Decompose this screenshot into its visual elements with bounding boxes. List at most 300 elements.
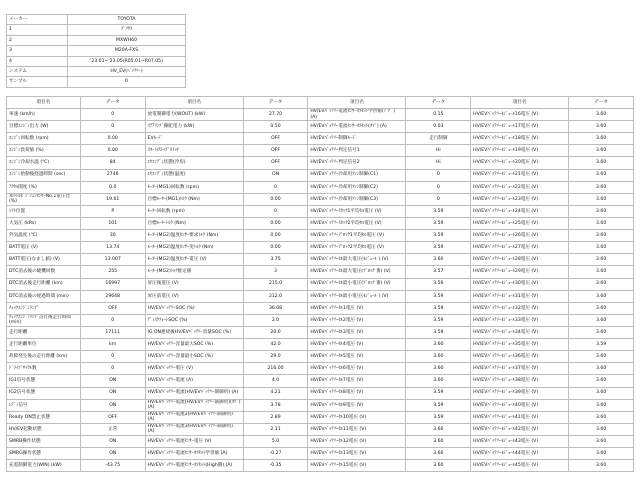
info-row bbox=[7, 77, 186, 87]
item-name-cell: HV/EVﾊﾞｯﾃﾘｰｾﾙ最小電圧(ﾌﾞﾛｯｸ 番) (V) bbox=[308, 278, 406, 290]
item-name-cell: SMRG操作状態 bbox=[7, 448, 81, 460]
data-value-cell: 3.59 bbox=[406, 205, 471, 217]
table-row bbox=[7, 375, 634, 387]
info-value: M20A-FXS bbox=[68, 46, 186, 56]
data-value-cell: 3.60 bbox=[406, 435, 471, 447]
item-name-cell: ﾄﾞﾗｲﾌﾞｻｲｸﾙ数 bbox=[7, 363, 81, 375]
item-name-cell: HV/EVﾊﾞｯﾃﾘｰﾓｼﾞｭｰﾙ39電圧 (V) bbox=[471, 387, 569, 399]
item-name-cell: HV/EVﾊﾞｯﾃﾘｰSOC (%) bbox=[145, 302, 243, 314]
data-list-body bbox=[7, 109, 634, 472]
table-row bbox=[7, 242, 634, 254]
item-name-cell: HV/EVﾊﾞｯﾃﾘｰ容量最大SOC (%) bbox=[145, 339, 243, 351]
data-value-cell: 3 bbox=[243, 266, 308, 278]
item-name-cell: IG2信号状態 bbox=[7, 387, 81, 399]
info-label: 3 bbox=[7, 46, 68, 56]
item-name-cell: ｴﾔｺﾝﾃﾞｨ状態(温度) bbox=[145, 169, 243, 181]
data-value-cell: 0 bbox=[80, 363, 145, 375]
data-value-cell: 30 bbox=[80, 230, 145, 242]
table-row bbox=[7, 109, 634, 121]
table-row bbox=[7, 351, 634, 363]
data-value-cell: -0.27 bbox=[243, 448, 308, 460]
item-name-cell: Ready ON禁止状態 bbox=[7, 411, 81, 423]
item-name-cell: HV/EVﾊﾞｯﾃﾘｰﾓｼﾞｭｰﾙ43電圧 (V) bbox=[471, 435, 569, 447]
data-value-cell: Hi bbox=[406, 145, 471, 157]
data-value-cell: 0 bbox=[80, 314, 145, 326]
item-name-cell: ｴﾔｺﾝﾃﾞｨ状態(冷房) bbox=[145, 157, 243, 169]
data-value-cell: 3.60 bbox=[406, 351, 471, 363]
data-value-cell: 3.60 bbox=[569, 387, 634, 399]
data-value-cell: 3.60 bbox=[569, 411, 634, 423]
data-value-cell: 3.60 bbox=[569, 399, 634, 411]
data-list-table bbox=[6, 96, 634, 472]
item-name-cell: ｱｸｾﾙ開度 (%) bbox=[7, 181, 81, 193]
item-name-cell: HV/EVﾊﾞｯﾃﾘｰｾﾙ13電圧 (V) bbox=[308, 448, 406, 460]
data-value-cell: 0.00 bbox=[243, 193, 308, 205]
data-value-cell: 17111 bbox=[80, 326, 145, 338]
data-value-cell: 3.59 bbox=[406, 302, 471, 314]
info-label: サンプル bbox=[7, 77, 68, 87]
item-name-cell: HV/EVﾊﾞｯﾃﾘｰﾌﾞﾛｯｸ2平均ｾﾙ電圧 (V) bbox=[308, 242, 406, 254]
data-value-cell: -43.75 bbox=[80, 460, 145, 472]
item-name-cell: HV/EVﾊﾞｯﾃﾘｰﾓｼﾞｭｰﾙ44電圧 (V) bbox=[471, 448, 569, 460]
info-label: 2 bbox=[7, 35, 68, 45]
data-value-cell: 走行制御 bbox=[406, 133, 471, 145]
item-name-cell: 外気温度 (℃) bbox=[7, 230, 81, 242]
item-name-cell: HV/EVﾊﾞｯﾃﾘｰｾﾙ1電圧 (V) bbox=[308, 302, 406, 314]
data-value-cell: 0.00 bbox=[80, 145, 145, 157]
table-row bbox=[7, 133, 634, 145]
item-name-cell: HV/EVﾊﾞｯﾃﾘｰ電流(HV/EVﾊﾞｯﾃﾘｰ制御用)(ﾀﾌﾞ) (A) bbox=[145, 399, 243, 411]
item-name-cell: BATT電圧 (V) bbox=[7, 242, 81, 254]
data-value-cell: 3.60 bbox=[569, 193, 634, 205]
data-value-cell: 0.50 bbox=[243, 121, 308, 133]
data-value-cell: 3.60 bbox=[569, 242, 634, 254]
data-value-cell: ON bbox=[80, 375, 145, 387]
data-value-cell: 0 bbox=[243, 181, 308, 193]
item-name-cell: ｴﾝｼﾞﾝ冷却水温 (℃) bbox=[7, 157, 81, 169]
table-row bbox=[7, 411, 634, 423]
info-label: システム bbox=[7, 66, 68, 76]
data-value-cell: 3.59 bbox=[406, 242, 471, 254]
data-value-cell: 4.0 bbox=[243, 375, 308, 387]
table-row bbox=[7, 448, 634, 460]
data-value-cell: 5.0 bbox=[243, 435, 308, 447]
data-value-cell: OFF bbox=[80, 302, 145, 314]
table-row bbox=[7, 435, 634, 447]
item-name-cell: EVﾓｰﾄﾞ bbox=[145, 133, 243, 145]
item-name-cell: HV/EVﾊﾞｯﾃﾘｰ電流ｾﾝｻｰｵﾌｾｯﾄ学習値(ｱ ｸﾞ ) (A) bbox=[308, 109, 406, 121]
item-name-cell: HV/EVﾊﾞｯﾃﾘｰｾﾙ6電圧 (V) bbox=[308, 363, 406, 375]
item-name-cell: HV/EVﾊﾞｯﾃﾘｰｾﾙ最大電圧(ﾌﾞﾛｯｸ 番) (V) bbox=[308, 266, 406, 278]
column-header-data: データ bbox=[406, 97, 471, 109]
data-value-cell: 29.0 bbox=[243, 351, 308, 363]
data-value-cell: 3.60 bbox=[569, 326, 634, 338]
table-row bbox=[7, 363, 634, 375]
table-row bbox=[7, 157, 634, 169]
data-value-cell: 19.61 bbox=[80, 193, 145, 205]
item-name-cell: ﾓｰﾀｰ(MG2)ﾄﾙｸ推定値 bbox=[145, 266, 243, 278]
data-value-cell: 13.74 bbox=[80, 242, 145, 254]
item-name-cell: ﾓｰﾀｰ(MG1)回転数 (rpm) bbox=[145, 181, 243, 193]
item-name-cell: HV/EVﾊﾞｯﾃﾘｰｾﾙ5電圧 (V) bbox=[308, 351, 406, 363]
table-row bbox=[7, 205, 634, 217]
header-row bbox=[7, 97, 634, 109]
column-header-data: データ bbox=[243, 97, 308, 109]
item-name-cell: HV/EVﾊﾞｯﾃﾘｰﾓｼﾞｭｰﾙ45電圧 (V) bbox=[471, 460, 569, 472]
column-header-item-name: 項目名 bbox=[308, 97, 406, 109]
data-value-cell: ON bbox=[80, 387, 145, 399]
table-row bbox=[7, 278, 634, 290]
item-name-cell: HV/EVﾊﾞｯﾃﾘｰｾﾙ7電圧 (V) bbox=[308, 375, 406, 387]
data-value-cell: 27.70 bbox=[243, 109, 308, 121]
item-name-cell: HV/EVﾊﾞｯﾃﾘｰｽﾀｯｸ1平均ｾﾙ電圧 (V) bbox=[308, 205, 406, 217]
info-row bbox=[7, 35, 186, 45]
item-name-cell: HV/EVﾊﾞｯﾃﾘｰ電流(HV/EVﾊﾞｯﾃﾘｰ制御用) (A) bbox=[145, 387, 243, 399]
data-value-cell: 3.60 bbox=[406, 375, 471, 387]
data-value-cell: ON bbox=[80, 448, 145, 460]
data-value-cell: 3.56 bbox=[406, 278, 471, 290]
item-name-cell: HV/EVﾊﾞｯﾃﾘｰ冷却用ﾌｧﾝ制御(C3) bbox=[308, 193, 406, 205]
data-value-cell: ON bbox=[80, 435, 145, 447]
item-name-cell: HV/EVﾊﾞｯﾃﾘｰﾓｼﾞｭｰﾙ25電圧 (V) bbox=[471, 217, 569, 229]
item-name-cell: HV/EVﾊﾞｯﾃﾘｰﾓｼﾞｭｰﾙ32電圧 (V) bbox=[471, 302, 569, 314]
data-value-cell: OFF bbox=[80, 411, 145, 423]
data-value-cell: 3.59 bbox=[406, 411, 471, 423]
data-value-cell: 3.60 bbox=[406, 363, 471, 375]
column-header-item-name: 項目名 bbox=[471, 97, 569, 109]
item-name-cell: ｽﾛｯﾄﾙﾎﾟｼﾞｼｮﾝｾﾝｻｰNo.1電圧比 (%) bbox=[7, 193, 81, 205]
table-row bbox=[7, 181, 634, 193]
item-name-cell: HV/EVﾊﾞｯﾃﾘｰｾﾙ15電圧 (V) bbox=[308, 460, 406, 472]
data-value-cell: 3.60 bbox=[569, 133, 634, 145]
info-value: '23.01~'23.05(R05.01~R07.05) bbox=[68, 56, 186, 66]
table-row bbox=[7, 121, 634, 133]
data-value-cell: 84 bbox=[80, 157, 145, 169]
table-row bbox=[7, 314, 634, 326]
table-row bbox=[7, 423, 634, 435]
info-label: 4 bbox=[7, 56, 68, 66]
item-name-cell: HV/EVﾊﾞｯﾃﾘｰ電流2(HV/EVﾊﾞｯﾃﾘｰ制御用) (A) bbox=[145, 411, 243, 423]
item-name-cell: HV/EVﾊﾞｯﾃﾘｰｾﾙ2電圧 (V) bbox=[308, 314, 406, 326]
data-value-cell: 216.00 bbox=[243, 363, 308, 375]
item-name-cell: HV/EVﾊﾞｯﾃﾘｰｾﾙ3電圧 (V) bbox=[308, 326, 406, 338]
item-name-cell: HV/EVﾊﾞｯﾃﾘｰﾓｼﾞｭｰﾙ42電圧 (V) bbox=[471, 423, 569, 435]
data-value-cell: 3.60 bbox=[569, 351, 634, 363]
data-value-cell: 0.00 bbox=[243, 217, 308, 229]
item-name-cell: HV/EVﾊﾞｯﾃﾘｰ冷却用ﾌｧﾝ制御(C2) bbox=[308, 181, 406, 193]
data-value-cell: 3.60 bbox=[406, 423, 471, 435]
item-name-cell: HV/EVﾊﾞｯﾃﾘｰｾﾙ4電圧 (V) bbox=[308, 339, 406, 351]
data-value-cell: 3.60 bbox=[569, 121, 634, 133]
data-value-cell: 3.60 bbox=[569, 448, 634, 460]
data-value-cell: 3.60 bbox=[569, 169, 634, 181]
table-row bbox=[7, 460, 634, 472]
data-value-cell: 3.60 bbox=[406, 460, 471, 472]
data-value-cell: 16997 bbox=[80, 278, 145, 290]
data-value-cell: 0 bbox=[406, 169, 471, 181]
item-name-cell: ｴﾝｼﾞﾝ回転数 (rpm) bbox=[7, 133, 81, 145]
data-value-cell: 0 bbox=[80, 121, 145, 133]
data-value-cell: 3.60 bbox=[569, 435, 634, 447]
table-row bbox=[7, 302, 634, 314]
data-value-cell: 29648 bbox=[80, 290, 145, 302]
item-name-cell: 放電制御電力(WOUT) (kW) bbox=[145, 109, 243, 121]
data-value-cell: 20.0 bbox=[243, 326, 308, 338]
data-value-cell: 2.11 bbox=[243, 423, 308, 435]
data-value-cell: 3.60 bbox=[569, 230, 634, 242]
item-name-cell: IG1信号状態 bbox=[7, 375, 81, 387]
item-name-cell: HV/EVﾊﾞｯﾃﾘｰ電流ｾﾝｻｰｵﾌｾｯﾄ(High側) (A) bbox=[145, 460, 243, 472]
data-value-cell: 0.0 bbox=[80, 181, 145, 193]
item-name-cell: DTC消去後走行距離 (km) bbox=[7, 278, 81, 290]
data-value-cell: 3.59 bbox=[406, 217, 471, 229]
item-name-cell: ｴﾝｼﾞﾝ始動後経過時間 (sec) bbox=[7, 169, 81, 181]
table-row bbox=[7, 254, 634, 266]
item-name-cell: HV/EVﾊﾞｯﾃﾘｰﾓｼﾞｭｰﾙ21電圧 (V) bbox=[471, 169, 569, 181]
item-name-cell: HV/EVﾊﾞｯﾃﾘｰﾓｼﾞｭｰﾙ31電圧 (V) bbox=[471, 290, 569, 302]
item-name-cell: HV/EVﾊﾞｯﾃﾘｰﾓｼﾞｭｰﾙ41電圧 (V) bbox=[471, 411, 569, 423]
item-name-cell: HV/EVﾊﾞｯﾃﾘｰﾓｼﾞｭｰﾙ28電圧 (V) bbox=[471, 254, 569, 266]
item-name-cell: HV/EVﾊﾞｯﾃﾘｰﾓｼﾞｭｰﾙ35電圧 (V) bbox=[471, 339, 569, 351]
item-name-cell: 昇圧後電圧 (V) bbox=[145, 278, 243, 290]
item-name-cell: HV/EVﾊﾞｯﾃﾘｰﾓｼﾞｭｰﾙ23電圧 (V) bbox=[471, 193, 569, 205]
data-value-cell: 0.00 bbox=[243, 230, 308, 242]
data-value-cell: OFF bbox=[243, 145, 308, 157]
data-value-cell: 3.60 bbox=[569, 314, 634, 326]
item-name-cell: 目標ｴﾝｼﾞﾝ出力 (W) bbox=[7, 121, 81, 133]
table-row bbox=[7, 266, 634, 278]
data-value-cell: 3.59 bbox=[569, 339, 634, 351]
data-value-cell: 255 bbox=[80, 266, 145, 278]
item-name-cell: 充電制御電力(WIN) (kW) bbox=[7, 460, 81, 472]
item-name-cell: HV/EVﾊﾞｯﾃﾘｰﾓｼﾞｭｰﾙ17電圧 (V) bbox=[471, 121, 569, 133]
item-name-cell: IG ON連続後HV/EVﾊﾞｯﾃﾘｰ容量SOC (%) bbox=[145, 326, 243, 338]
data-value-cell: 3.60 bbox=[569, 363, 634, 375]
table-row bbox=[7, 217, 634, 229]
data-value-cell: 3.57 bbox=[406, 266, 471, 278]
data-value-cell: 3.75 bbox=[243, 254, 308, 266]
data-value-cell: 42.0 bbox=[243, 339, 308, 351]
table-row bbox=[7, 387, 634, 399]
info-row bbox=[7, 25, 186, 35]
item-name-cell: HV/EVﾊﾞｯﾃﾘｰｾﾙ最小電圧(ﾓｼﾞｭｰﾙ ) (V) bbox=[308, 290, 406, 302]
table-row bbox=[7, 169, 634, 181]
data-value-cell: ON bbox=[243, 169, 308, 181]
data-value-cell: 3.78 bbox=[243, 399, 308, 411]
item-name-cell: HV/EVﾊﾞｯﾃﾘｰﾓｼﾞｭｰﾙ22電圧 (V) bbox=[471, 181, 569, 193]
data-value-cell: 0 bbox=[243, 205, 308, 217]
data-value-cell: 3.59 bbox=[406, 387, 471, 399]
data-value-cell: 2.89 bbox=[243, 411, 308, 423]
info-row bbox=[7, 46, 186, 56]
data-value-cell: 3.60 bbox=[569, 460, 634, 472]
data-value-cell: 0 bbox=[80, 109, 145, 121]
data-value-cell: 0 bbox=[80, 351, 145, 363]
data-value-cell: km bbox=[80, 339, 145, 351]
column-header-data: データ bbox=[569, 97, 634, 109]
data-value-cell: 3.60 bbox=[406, 339, 471, 351]
data-value-cell: 3.60 bbox=[569, 217, 634, 229]
table-row bbox=[7, 193, 634, 205]
item-name-cell: HV/EVﾊﾞｯﾃﾘｰ制御ﾓｰﾄﾞ bbox=[308, 133, 406, 145]
data-value-cell: 3.59 bbox=[406, 314, 471, 326]
item-name-cell: HV/EVﾊﾞｯﾃﾘｰ判定信号2 bbox=[308, 157, 406, 169]
column-header-item-name: 項目名 bbox=[145, 97, 243, 109]
data-value-cell: 2746 bbox=[80, 169, 145, 181]
info-row bbox=[7, 66, 186, 76]
data-value-cell: OFF bbox=[243, 157, 308, 169]
item-name-cell: HV/EVﾊﾞｯﾃﾘｰ判定信号1 bbox=[308, 145, 406, 157]
item-name-cell: SMRB操作状態 bbox=[7, 435, 81, 447]
data-value-cell: 4.21 bbox=[243, 387, 308, 399]
item-name-cell: HV/EVﾊﾞｯﾃﾘｰﾓｼﾞｭｰﾙ34電圧 (V) bbox=[471, 326, 569, 338]
table-row bbox=[7, 399, 634, 411]
item-name-cell: HV/EVﾊﾞｯﾃﾘｰｾﾙ9電圧 (V) bbox=[308, 399, 406, 411]
item-name-cell: ﾁｪｯｸｴﾝｼﾞﾝﾗﾝﾌﾟ点灯後走行時間 (min) bbox=[7, 314, 81, 326]
item-name-cell: ﾓｰﾀｰ(MG2)温度ｾﾝｻｰ要求ﾄﾙｸ (Nm) bbox=[145, 230, 243, 242]
data-value-cell: 3.60 bbox=[569, 109, 634, 121]
data-value-cell: 13.007 bbox=[80, 254, 145, 266]
table-row bbox=[7, 339, 634, 351]
item-name-cell: ﾓｰﾀｰ(MG2)温度ｾﾝｻｰ実ﾄﾙｸ (Nm) bbox=[145, 242, 243, 254]
data-value-cell: 0.00 bbox=[243, 242, 308, 254]
item-name-cell: ｽﾃｱﾘﾝｸﾞ操舵電力 (kW) bbox=[145, 121, 243, 133]
info-value: HV_EV(ﾊﾞｯﾃﾘｰ) bbox=[68, 66, 186, 76]
item-name-cell: 走行距離 bbox=[7, 326, 81, 338]
item-name-cell: 目標ﾓｰﾀｰ(MG1)ﾄﾙｸ (Nm) bbox=[145, 193, 243, 205]
item-name-cell: HV/EV起動状態 bbox=[7, 423, 81, 435]
item-name-cell: 昇圧前電圧 (V) bbox=[145, 290, 243, 302]
item-name-cell: ｽﾀｰﾄ/ｽﾄｯﾌﾟｽｲｯﾁ bbox=[145, 145, 243, 157]
item-name-cell: HV/EVﾊﾞｯﾃﾘｰ電流 (A) bbox=[145, 375, 243, 387]
item-name-cell: 走行距離単位 bbox=[7, 339, 81, 351]
info-label: メーカー bbox=[7, 15, 68, 25]
item-name-cell: HV/EVﾊﾞｯﾃﾘｰﾓｼﾞｭｰﾙ20電圧 (V) bbox=[471, 157, 569, 169]
data-value-cell: 3.60 bbox=[569, 254, 634, 266]
info-row bbox=[7, 56, 186, 66]
data-value-cell: 3.60 bbox=[569, 181, 634, 193]
data-value-cell: 2.0 bbox=[243, 314, 308, 326]
data-value-cell: 0 bbox=[406, 193, 471, 205]
item-name-cell: HV/EVﾊﾞｯﾃﾘｰｽﾀｯｸ2平均ｾﾙ電圧 (V) bbox=[308, 217, 406, 229]
data-value-cell: 3.60 bbox=[569, 205, 634, 217]
data-value-cell: 3.60 bbox=[569, 145, 634, 157]
data-value-cell: 3.59 bbox=[406, 230, 471, 242]
data-value-cell: 36.08 bbox=[243, 302, 308, 314]
item-name-cell: HV/EVﾊﾞｯﾃﾘｰｾﾙ8電圧 (V) bbox=[308, 387, 406, 399]
data-value-cell: 101 bbox=[80, 217, 145, 229]
data-value-cell: 3.59 bbox=[406, 290, 471, 302]
item-name-cell: HV/EVﾊﾞｯﾃﾘｰﾓｼﾞｭｰﾙ38電圧 (V) bbox=[471, 375, 569, 387]
column-header-item-name: 項目名 bbox=[7, 97, 81, 109]
data-value-cell: 3.60 bbox=[406, 254, 471, 266]
info-value: MXWH60 bbox=[68, 35, 186, 45]
data-value-cell: 3.60 bbox=[569, 302, 634, 314]
item-name-cell: HV/EVﾊﾞｯﾃﾘｰ電流ｾﾝｻｰ電圧 (V) bbox=[145, 435, 243, 447]
item-name-cell: 車速 (km/h) bbox=[7, 109, 81, 121]
item-name-cell: HV/EVﾊﾞｯﾃﾘｰﾓｼﾞｭｰﾙ29電圧 (V) bbox=[471, 266, 569, 278]
item-name-cell: HV/EVﾊﾞｯﾃﾘｰﾓｼﾞｭｰﾙ19電圧 (V) bbox=[471, 145, 569, 157]
item-name-cell: HV/EVﾊﾞｯﾃﾘｰﾓｼﾞｭｰﾙ24電圧 (V) bbox=[471, 205, 569, 217]
item-name-cell: HV/EVﾊﾞｯﾃﾘｰﾓｼﾞｭｰﾙ26電圧 (V) bbox=[471, 230, 569, 242]
item-name-cell: HV/EVﾊﾞｯﾃﾘｰ電流ｾﾝｻｰｵﾌｾｯﾄ(ﾀﾌﾞ) (A) bbox=[308, 121, 406, 133]
item-name-cell: 大気圧 (kPa) bbox=[7, 217, 81, 229]
data-value-cell: P bbox=[80, 205, 145, 217]
data-value-cell: Hi bbox=[406, 157, 471, 169]
item-name-cell: HV/EVﾊﾞｯﾃﾘｰﾓｼﾞｭｰﾙ27電圧 (V) bbox=[471, 242, 569, 254]
item-name-cell: HV/EVﾊﾞｯﾃﾘｰﾓｼﾞｭｰﾙ36電圧 (V) bbox=[471, 351, 569, 363]
item-name-cell: DTC消去後の暖機回数 bbox=[7, 266, 81, 278]
item-name-cell: HV/EVﾊﾞｯﾃﾘｰｾﾙ最大電圧(ﾓｼﾞｭｰﾙ ) (V) bbox=[308, 254, 406, 266]
item-name-cell: HV/EVﾊﾞｯﾃﾘｰﾓｼﾞｭｰﾙ33電圧 (V) bbox=[471, 314, 569, 326]
item-name-cell: HV/EVﾊﾞｯﾃﾘｰﾓｼﾞｭｰﾙ37電圧 (V) bbox=[471, 363, 569, 375]
data-value-cell: 正常 bbox=[80, 423, 145, 435]
table-row bbox=[7, 145, 634, 157]
item-name-cell: ﾓｰﾀｰ(MG2)温度ｾﾝｻｰ電圧 (V) bbox=[145, 254, 243, 266]
item-name-cell: HV/EVﾊﾞｯﾃﾘｰﾌﾞﾛｯｸ1平均ｾﾙ電圧 (V) bbox=[308, 230, 406, 242]
data-value-cell: 215.0 bbox=[243, 278, 308, 290]
info-label: 1 bbox=[7, 25, 68, 35]
data-value-cell: 3.60 bbox=[406, 448, 471, 460]
data-value-cell: 3.60 bbox=[569, 375, 634, 387]
data-value-cell: 3.60 bbox=[569, 290, 634, 302]
item-name-cell: BATT電圧(なまし値) (V) bbox=[7, 254, 81, 266]
item-name-cell: HV/EVﾊﾞｯﾃﾘｰﾓｼﾞｭｰﾙ16電圧 (V) bbox=[471, 109, 569, 121]
column-header-data: データ bbox=[80, 97, 145, 109]
item-name-cell: HV/EVﾊﾞｯﾃﾘｰ容量最小SOC (%) bbox=[145, 351, 243, 363]
info-row bbox=[7, 15, 186, 25]
item-name-cell: ﾚﾃﾞｨ信号 bbox=[7, 399, 81, 411]
item-name-cell: ｴﾝｼﾞﾝ負荷値 (%) bbox=[7, 145, 81, 157]
data-value-cell: OFF bbox=[243, 133, 308, 145]
data-value-cell: 3.59 bbox=[406, 399, 471, 411]
data-value-cell: 0.15 bbox=[406, 109, 471, 121]
data-value-cell: 3.60 bbox=[569, 157, 634, 169]
data-value-cell: 3.60 bbox=[569, 266, 634, 278]
item-name-cell: HV/EVﾊﾞｯﾃﾘｰ冷却用ﾌｧﾝ制御(C1) bbox=[308, 169, 406, 181]
data-value-cell: ON bbox=[80, 399, 145, 411]
vehicle-info-body bbox=[7, 15, 186, 88]
data-value-cell: 3.60 bbox=[569, 278, 634, 290]
table-row bbox=[7, 230, 634, 242]
data-value-cell: 0.03 bbox=[406, 121, 471, 133]
item-name-cell: HV/EVﾊﾞｯﾃﾘｰﾓｼﾞｭｰﾙ40電圧 (V) bbox=[471, 399, 569, 411]
item-name-cell: ﾃﾞｨｽｸﾌｫｰﾄSOC (%) bbox=[145, 314, 243, 326]
data-value-cell: 3.59 bbox=[406, 326, 471, 338]
info-value: 0 bbox=[68, 77, 186, 87]
data-value-cell: 3.60 bbox=[569, 423, 634, 435]
data-value-cell: 0 bbox=[406, 181, 471, 193]
table-row bbox=[7, 290, 634, 302]
info-value: ﾌﾟﾘｳｽ bbox=[68, 25, 186, 35]
info-value: TOYOTA bbox=[68, 15, 186, 25]
item-name-cell: DTC消去後の経過時間 (min) bbox=[7, 290, 81, 302]
data-value-cell: -0.35 bbox=[243, 460, 308, 472]
item-name-cell: HV/EVﾊﾞｯﾃﾘｰ電圧 (V) bbox=[145, 363, 243, 375]
item-name-cell: 故障発生後の走行距離 (km) bbox=[7, 351, 81, 363]
vehicle-info-table bbox=[6, 14, 186, 88]
table-row bbox=[7, 326, 634, 338]
item-name-cell: HV/EVﾊﾞｯﾃﾘｰ電流3(HV/EVﾊﾞｯﾃﾘｰ制御用) (A) bbox=[145, 423, 243, 435]
item-name-cell: HV/EVﾊﾞｯﾃﾘｰｾﾙ11電圧 (V) bbox=[308, 423, 406, 435]
item-name-cell: HV/EVﾊﾞｯﾃﾘｰｾﾙ12電圧 (V) bbox=[308, 435, 406, 447]
item-name-cell: HV/EVﾊﾞｯﾃﾘｰ電流ｾﾝｻｰｵﾌｾｯﾄ学習値 (A) bbox=[145, 448, 243, 460]
item-name-cell: ﾁｪｯｸｴﾝｼﾞﾝﾗﾝﾌﾟ bbox=[7, 302, 81, 314]
item-name-cell: ﾓｰﾀｰ回転数 (rpm) bbox=[145, 205, 243, 217]
data-value-cell: 0.00 bbox=[80, 133, 145, 145]
item-name-cell: HV/EVﾊﾞｯﾃﾘｰﾓｼﾞｭｰﾙ30電圧 (V) bbox=[471, 278, 569, 290]
item-name-cell: 目標ﾓｰﾀｰﾄﾙｸ (Nm) bbox=[145, 217, 243, 229]
